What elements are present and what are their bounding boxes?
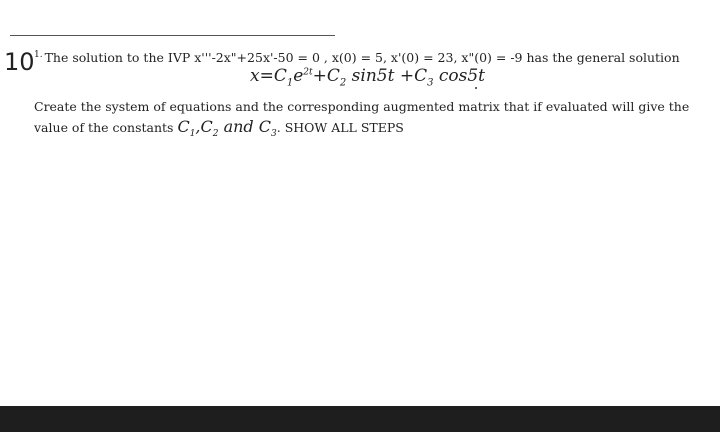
const-c1-sub: 1 <box>189 129 196 140</box>
formula-exponent: 2t <box>303 67 313 78</box>
formula-cos: cos5t <box>433 66 485 86</box>
const-c3: C <box>258 117 272 136</box>
general-solution-formula <box>250 66 485 88</box>
formula-c3: +C <box>394 66 428 86</box>
const-c2-sub: 2 <box>212 129 219 140</box>
const-and: and <box>218 117 259 136</box>
formula-c1-sub: 1 <box>286 77 294 89</box>
const-c3-sub: 3 <box>271 129 277 140</box>
const-c1: C <box>177 117 190 136</box>
instruction-paragraph <box>34 97 704 144</box>
const-c2: C <box>200 117 213 136</box>
question-prompt-line <box>34 50 680 65</box>
formula-e: e <box>293 66 304 86</box>
sub-question-number: 1. <box>34 50 43 60</box>
instruction-show-steps: . SHOW ALL STEPS <box>276 120 404 135</box>
question-number: 10 <box>4 48 35 76</box>
constants-math <box>177 117 277 140</box>
formula-sin: sin5t <box>346 66 395 86</box>
formula-c2-sub: 2 <box>339 77 347 89</box>
const-comma: , <box>195 117 201 136</box>
formula-c3-sub: 3 <box>427 77 434 89</box>
instruction-text: Create the system of equations and the corresponding augmented matrix that if evaluated will give the value of the constants <box>34 99 690 135</box>
formula-dot <box>475 87 477 89</box>
formula-c2: +C <box>312 66 340 86</box>
header-rule <box>10 35 335 36</box>
bottom-bar <box>0 406 720 432</box>
question-prompt-text: The solution to the IVP x'''-2x"+25x'-50 = 0 , x(0) = 5, x'(0) = 23, x"(0) = -9 has the general solution <box>44 50 680 66</box>
formula-lhs: x=C <box>250 66 287 86</box>
